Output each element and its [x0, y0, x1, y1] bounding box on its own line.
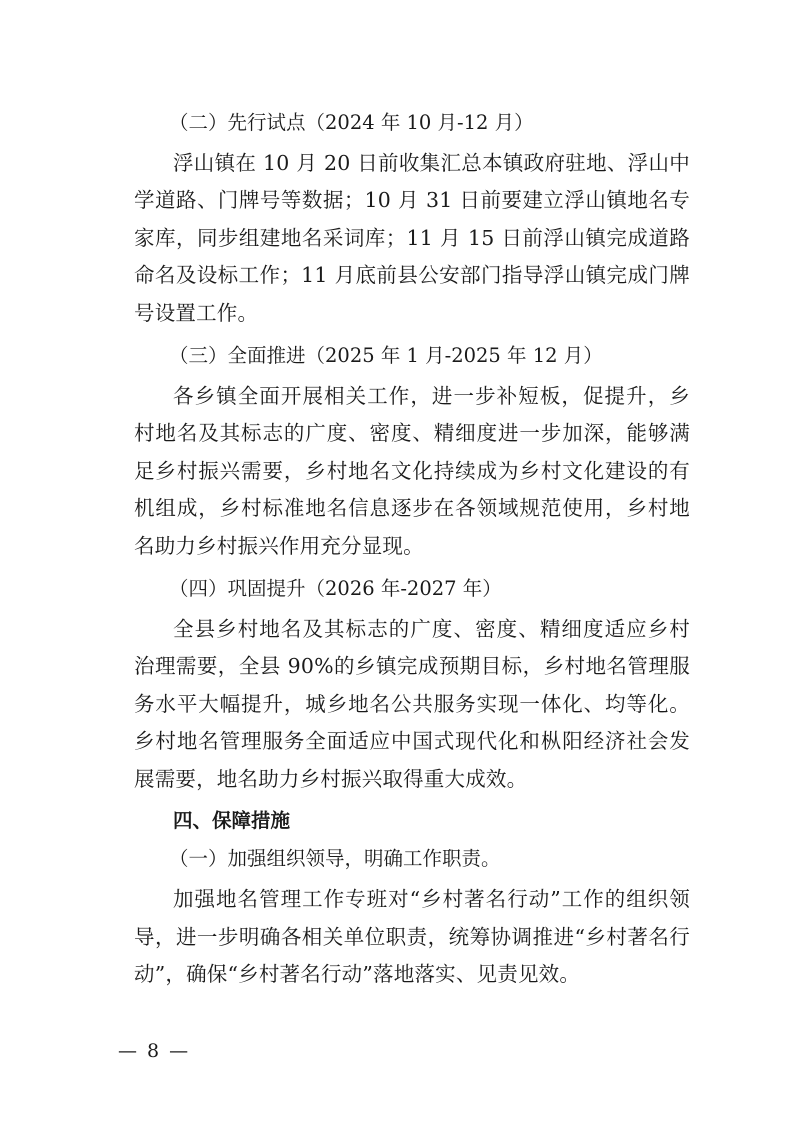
subheading-pilot: （二）先行试点（2024 年 10 月-12 月） — [169, 111, 534, 134]
subheading-organization: （一）加强组织领导，明确工作职责。 — [169, 847, 501, 871]
subheading-advance: （三）全面推进（2025 年 1 月-2025 年 12 月） — [169, 344, 603, 368]
paragraph-organization: 加强地名管理工作专班对“乡村著名行动”工作的组织领导，进一步明确各相关单位职责，统筹协调推进“乡村著名行动”，确保“乡村著名行动”落地落实、见责见效。 — [134, 887, 690, 986]
document-body — [134, 108, 690, 993]
section-heading-safeguards: 四、保障措施 — [173, 809, 291, 833]
paragraph-consolidate: 全县乡村地名及其标志的广度、密度、精细度适应乡村治理需要，全县 90%的乡镇完成预期目标，乡村地名管理服务水平大幅提升，城乡地名公共服务实现一体化、均等化。乡村地名管理服务全面适应中国式现代化和枞阳经济社会发展需要，地名助力乡村振兴取得重大成效。 — [134, 617, 690, 791]
paragraph-advance: 各乡镇全面开展相关工作，进一步补短板，促提升，乡村地名及其标志的广度、密度、精细度进一步加深，能够满足乡村振兴需要，乡村地名文化持续成为乡村文化建设的有机组成，乡村标准地名信息逐步在各领域规范使用，乡村地名助力乡村振兴作用充分显现。 — [134, 384, 690, 558]
paragraph-pilot: 浮山镇在 10 月 20 日前收集汇总本镇政府驻地、浮山中学道路、门牌号等数据；10 月 31 日前要建立浮山镇地名专家库，同步组建地名采词库；11 月 15 日前浮山镇完成道路命名及设标工作；11 月底前县公安部门指导浮山镇完成门牌号设置工作。 — [134, 151, 690, 325]
subheading-consolidate: （四）巩固提升（2026 年-2027 年） — [169, 577, 502, 601]
page-number: — 8 — — [118, 1040, 191, 1062]
